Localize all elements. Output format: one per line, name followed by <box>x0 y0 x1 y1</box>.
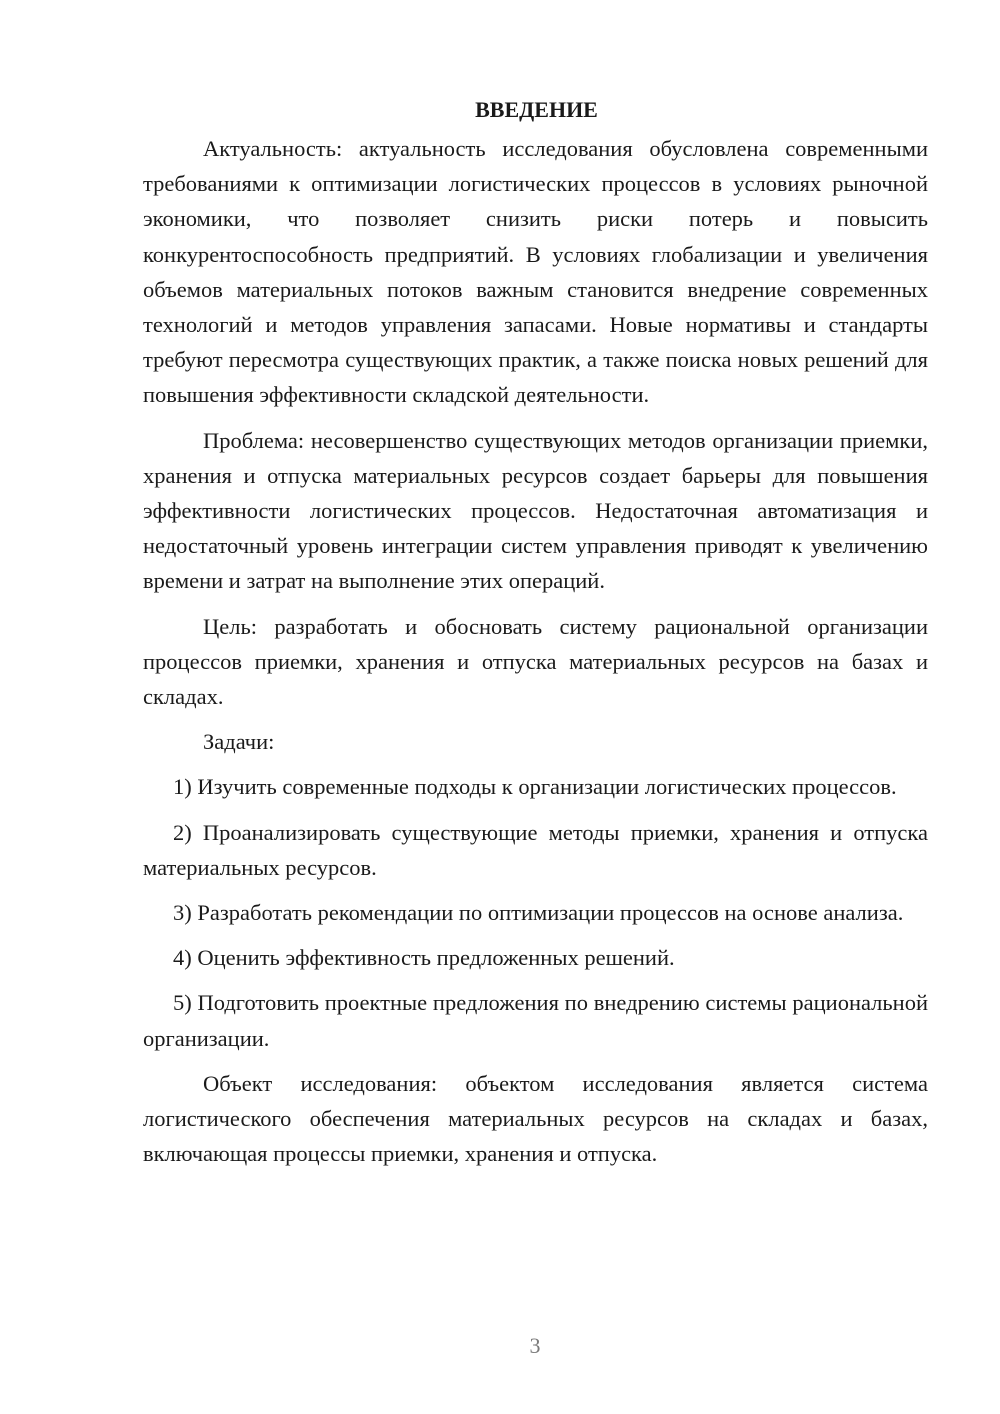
task-item-4: 4) Оценить эффективность предложенных решений. <box>173 945 675 971</box>
relevance-paragraph: Актуальность: актуальность исследования обусловлена современными требованиями к оптимизации логистических процессов в условиях рыночной экономики, что позволяет снизить риски потерь и повысить конкурентоспособность предприятий. В условиях глобализации и увеличения объемов материальных потоков важным становится внедрение современных технологий и методов управления запасами. Новые нормативы и стандарты требуют пересмотра существующих практик, а также поиска новых решений для повышения эффективности складской деятельности. <box>143 136 928 408</box>
task-item-1: 1) Изучить современные подходы к организации логистических процессов. <box>173 774 897 800</box>
task-item-3: 3) Разработать рекомендации по оптимизации процессов на основе анализа. <box>173 900 904 926</box>
problem-paragraph: Проблема: несовершенство существующих методов организации приемки, хранения и отпуска материальных ресурсов создает барьеры для повышения эффективности логистических процессов. Недостаточная автоматизация и недостаточный уровень интеграции систем управления приводят к увеличению времени и затрат на выполнение этих операций. <box>143 427 928 594</box>
object-paragraph: Объект исследования: объектом исследования является система логистического обеспечения материальных ресурсов на складах и базах, включающая процессы приемки, хранения и отпуска. <box>143 1070 928 1167</box>
document-page <box>143 94 928 1171</box>
section-heading: ВВЕДЕНИЕ <box>475 97 598 122</box>
page-number: 3 <box>529 1333 541 1358</box>
goal-paragraph: Цель: разработать и обосновать систему рациональной организации процессов приемки, хранения и отпуска материальных ресурсов на базах и складах. <box>143 613 928 710</box>
task-item-5: 5) Подготовить проектные предложения по внедрению системы рациональной организации. <box>143 990 928 1051</box>
tasks-label: Задачи: <box>203 729 275 755</box>
task-item-2: 2) Проанализировать существующие методы приемки, хранения и отпуска материальных ресурсов. <box>143 819 928 880</box>
